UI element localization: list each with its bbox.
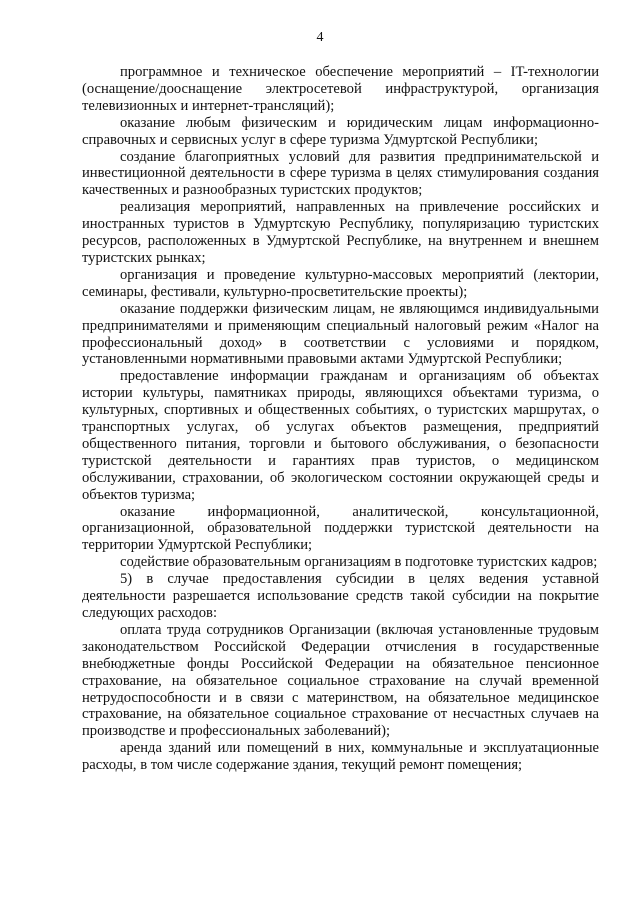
paragraph-it-support: программное и техническое обеспечение мероприятий – IT-технологии (оснащение/дооснащение электросетевой инфраструктурой, организация телевизионных и интернет-трансляций); — [82, 64, 599, 114]
paragraph-self-employed-support: оказание поддержки физическим лицам, не являющимся индивидуальными предпринимателями и применяющим специальный налоговый режим «Налог на профессиональный доход» в соответствии с условиями и порядком, установленными нормативными правовыми актами Удмуртской Республики; — [82, 300, 599, 368]
paragraph-business-conditions: создание благоприятных условий для развития предпринимательской и инвестиционной деятельности в сфере туризма в целях стимулирования создания качественных и разнообразных туристских продуктов; — [82, 148, 599, 199]
paragraph-attract-tourists: реализация мероприятий, направленных на привлечение российских и иностранных туристов в Удмуртскую Республику, популяризацию туристских ресурсов, расположенных в Удмуртской Республике, на внутреннем и внешнем туристских рынках; — [82, 199, 599, 266]
paragraph-rent-costs: аренда зданий или помещений в них, коммунальные и эксплуатационные расходы, в том числе содержание здания, текущий ремонт помещения; — [82, 740, 599, 774]
paragraph-consulting-support: оказание информационной, аналитической, консультационной, организационной, образовательной поддержки туристской деятельности на территории Удмуртской Республики; — [82, 503, 599, 554]
paragraph-subsidy-clause: 5) в случае предоставления субсидии в целях ведения уставной деятельности разрешается использование средств такой субсидии на покрытие следующих расходов: — [82, 571, 599, 621]
page-number: 4 — [316, 30, 324, 45]
paragraph-labor-costs: оплата труда сотрудников Организации (включая установленные трудовым законодательством Российской Федерации отчисления в государственные внебюджетные фонды Российской Федерации на обязательное пенсионное страхование, на обязательное социальное страхование на случай временной нетрудоспособности и в связи с материнством, на обязательное медицинское страхование, на обязательное социальное страхование от несчастных случаев на производстве и профессиональных заболеваний); — [82, 621, 599, 740]
paragraph-cultural-events: организация и проведение культурно-массовых мероприятий (лектории, семинары, фестивали, культурно-просветительские проекты); — [82, 266, 599, 300]
paragraph-education-support: содействие образовательным организациям в подготовке туристских кадров; — [120, 554, 598, 571]
document-body — [82, 64, 599, 774]
paragraph-information-provision: предоставление информации гражданам и организациям об объектах истории культуры, памятниках природы, являющихся объектами туризма, о культурных, спортивных и общественных событиях, о туристских маршрутах, о транспортных услугах, об услугах объектов размещения, предприятий общественного питания, торговли и бытового обслуживания, о безопасности туристской деятельности и гарантиях прав туристов, о медицинском обслуживании, страховании, об экологическом состоянии окружающей среды и объектов туризма; — [82, 368, 599, 503]
paragraph-info-services: оказание любым физическим и юридическим лицам информационно-справочных и сервисных услуг в сфере туризма Удмуртской Республики; — [82, 114, 599, 148]
